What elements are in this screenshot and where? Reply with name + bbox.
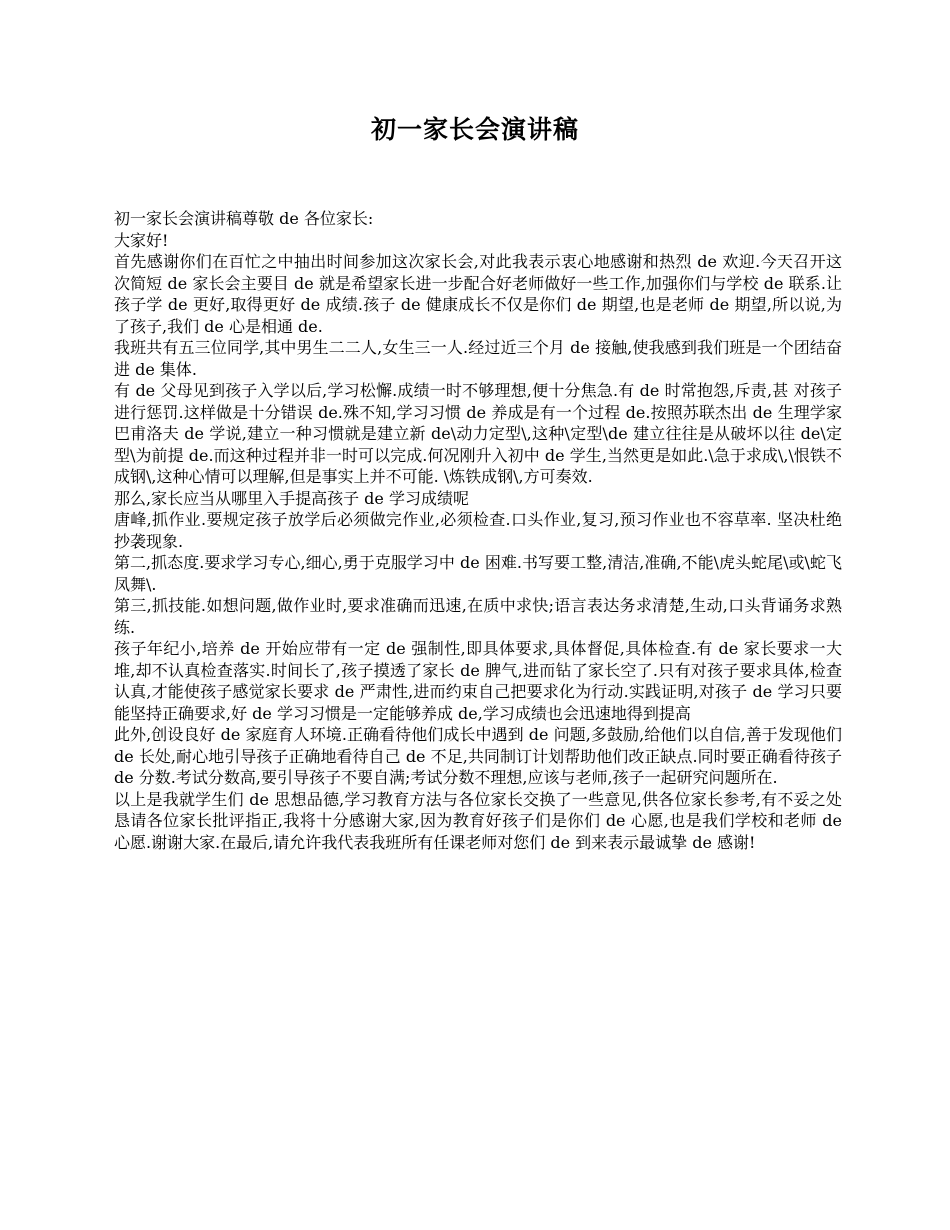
paragraph-discipline: 孩子年纪小,培养 de 开始应带有一定 de 强制性,即具体要求,具体督促,具体检查.有 de 家长要求一大堆,却不认真检查落实.时间长了,孩子摸透了家长 de 脾气,进而钻了家长空了.只有对孩子要求具体,检查认真,才能使孩子感觉家长要求 de 严肃性,进而约束自己把要求化为行动.实践证明,对孩子 de 学习只要能坚持正确要求,好 de 学习习惯是一定能够养成 de,学习成绩也会迅速地得到提高: [114, 639, 842, 723]
paragraph-thanks: 首先感谢你们在百忙之中抽出时间参加这次家长会,对此我表示衷心地感谢和热烈 de 欢迎.今天召开这次简短 de 家长会主要目 de 就是希望家长进一步配合好老师做好一些工作,加强你们与学校 de 联系.让孩子学 de 更好,取得更好 de 成绩.孩子 de 健康成长不仅是你们 de 期望,也是老师 de 期望,所以说,为了孩子,我们 de 心是相通 de.: [114, 252, 842, 336]
paragraph-home-environment: 此外,创设良好 de 家庭育人环境.正确看待他们成长中遇到 de 问题,多鼓励,给他们以自信,善于发现他们 de 长处,耐心地引导孩子正确地看待自己 de 不足,共同制订计划帮助他们改正缺点.同时要正确看待孩子 de 分数.考试分数高,要引导孩子不要自满;考试分数不理想,应该与老师,孩子一起研究问题所在.: [114, 725, 842, 787]
paragraph-hello: 大家好!: [114, 230, 169, 250]
paragraph-point-attitude: 第二,抓态度.要求学习专心,细心,勇于克服学习中 de 困难.书写要工整,清洁,准确,不能\虎头蛇尾\或\蛇飞凤舞\.: [114, 553, 842, 594]
paragraph-closing: 以上是我就学生们 de 思想品德,学习教育方法与各位家长交换了一些意见,供各位家长参考,有不妥之处恳请各位家长批评指正,我将十分感谢大家,因为教育好孩子们是你们 de 心愿,也是我们学校和老师 de 心愿.谢谢大家.在最后,请允许我代表我班所有任课老师对您们 de 到来表示最诚挚 de 感谢!: [114, 789, 842, 852]
paragraph-class-info: 我班共有五三位同学,其中男生二二人,女生三一人.经过近三个月 de 接触,使我感到我们班是一个团结奋进 de 集体.: [114, 338, 842, 379]
paragraph-point-skills: 第三,抓技能.如想问题,做作业时,要求准确而迅速,在质中求快;语言表达务求清楚,生动,口头背诵务求熟练.: [114, 596, 842, 637]
paragraph-question: 那么,家长应当从哪里入手提高孩子 de 学习成绩呢: [114, 488, 469, 508]
paragraph-parents-concerns: 有 de 父母见到孩子入学以后,学习松懈.成绩一时不够理想,便十分焦急.有 de 时常抱怨,斥责,甚 对孩子进行惩罚.这样做是十分错误 de.殊不知,学习习惯 de 养成是有一个过程 de.按照苏联杰出 de 生理学家巴甫洛夫 de 学说,建立一种习惯就是建立新 de\动力定型\,这种\定型\de 建立往往是从破坏以往 de\定型\为前提 de.而这种过程并非一时可以完成.何况刚升入初中 de 学生,当然更是如此.\急于求成\,\恨铁不成钢\,这种心情可以理解,但是事实上并不可能. \炼铁成钢\,方可奏效.: [114, 381, 842, 486]
paragraph-point-homework: 唐峰,抓作业.要规定孩子放学后必须做完作业,必须检查.口头作业,复习,预习作业也不容草率. 坚决杜绝抄袭现象.: [114, 510, 842, 551]
paragraph-greeting-line: 初一家长会演讲稿尊敬 de 各位家长:: [114, 209, 374, 228]
document-body: [114, 208, 842, 853]
document-title: 初一家长会演讲稿: [370, 115, 579, 144]
